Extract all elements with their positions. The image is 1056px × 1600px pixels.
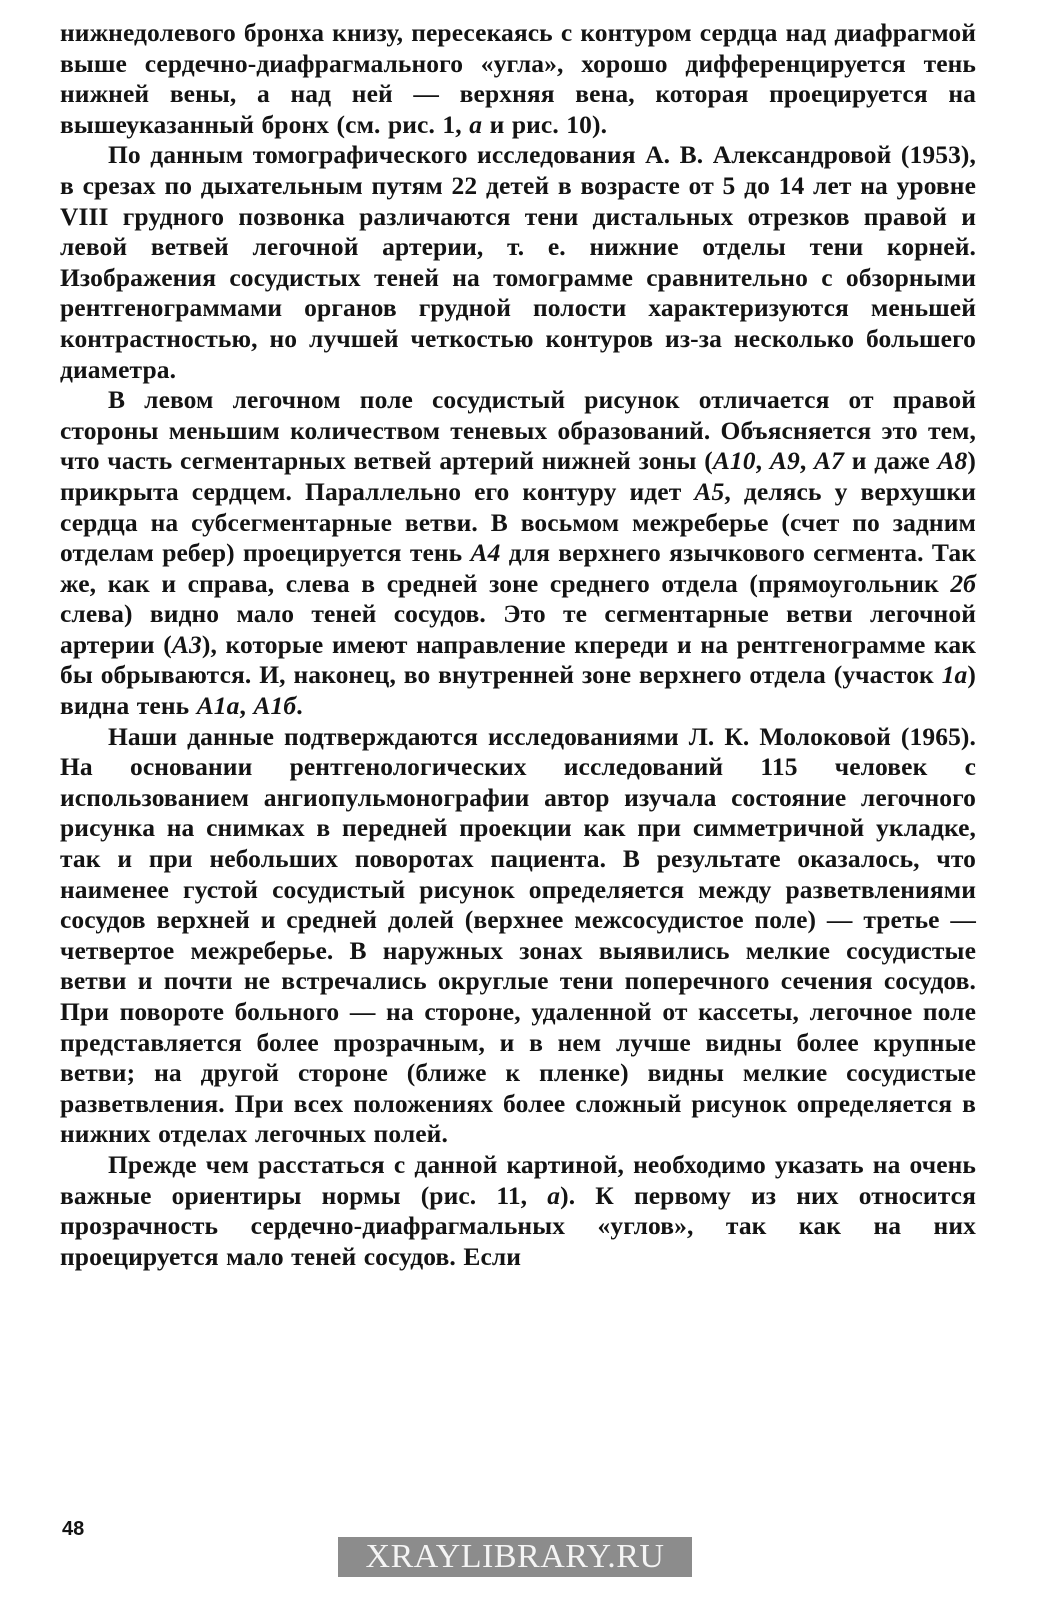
page-body [60, 18, 976, 1272]
watermark: XRAYLIBRARY.RU [338, 1537, 692, 1577]
paragraph-4: Наши данные подтверждаются исследованиями Л. К. Молоковой (1965). На основании рентгенологических исследований 115 человек с использованием ангиопульмонографии автор изучала состояние легочного рисунка на снимках в передней проекции как при симметричной укладке, так и при небольших поворотах пациента. В результате оказалось, что наименее густой сосудистый рисунок определяется между разветвлениями сосудов верхней и средней долей (верхнее межсосудистое поле) — третье — четвертое межреберье. В наружных зонах выявились мелкие сосудистые ветви и почти не встречались округлые тени поперечного сечения сосудов. При повороте больного — на стороне, удаленной от кассеты, легочное поле представляется более прозрачным, и в нем лучше видны более крупные ветви; на другой стороне (ближе к пленке) видны мелкие сосудистые разветвления. При всех положениях более сложный рисунок определяется в нижних отделах легочных полей. [60, 721, 976, 1149]
paragraph-1: нижнедолевого бронха книзу, пересекаясь с контуром сердца над диафрагмой выше сердечно-диафрагмального «угла», хорошо дифференцируется тень нижней вены, а над ней — верхняя вена, которая проецируется на вышеуказанный бронх (см. рис. 1, а и рис. 10). [60, 18, 976, 139]
page-number: 48 [62, 1518, 85, 1540]
paragraph-5: Прежде чем расстаться с данной картиной, необходимо указать на очень важные ориентиры нормы (рис. 11, а). К первому из них относится прозрачность сердечно-диафрагмальных «углов», так как на них проецируется мало теней сосудов. Если [60, 1149, 976, 1271]
paragraph-3: В левом легочном поле сосудистый рисунок отличается от правой стороны меньшим количеством теневых образований. Объясняется это тем, что часть сегментарных ветвей артерий нижней зоны (А10, А9, А7 и даже А8) прикрыта сердцем. Параллельно его контуру идет А5, делясь у верхушки сердца на субсегментарные ветви. В восьмом межреберье (счет по задним отделам ребер) проецируется тень А4 для верхнего язычкового сегмента. Так же, как и справа, слева в средней зоне среднего отдела (прямоугольник 2б слева) видно мало теней сосудов. Это те сегментарные ветви легочной артерии (А3), которые имеют направление кпереди и на рентгенограмме как бы обрываются. И, наконец, во внутренней зоне верхнего отдела (участок 1а) видна тень А1а, А1б. [60, 385, 977, 721]
paragraph-2: По данным томографического исследования А. В. Александровой (1953), в срезах по дыхательным путям 22 детей в возрасте от 5 до 14 лет на уровне VIII грудного позвонка различаются тени дистальных отрезков правой и левой ветвей легочной артерии, т. е. нижние отделы тени корней. Изображения сосудистых теней на томограмме сравнительно с обзорными рентгенограммами органов грудной полости характеризуются меньшей контрастностью, но лучшей четкостью контуров из-за несколько большего диаметра. [60, 140, 976, 384]
